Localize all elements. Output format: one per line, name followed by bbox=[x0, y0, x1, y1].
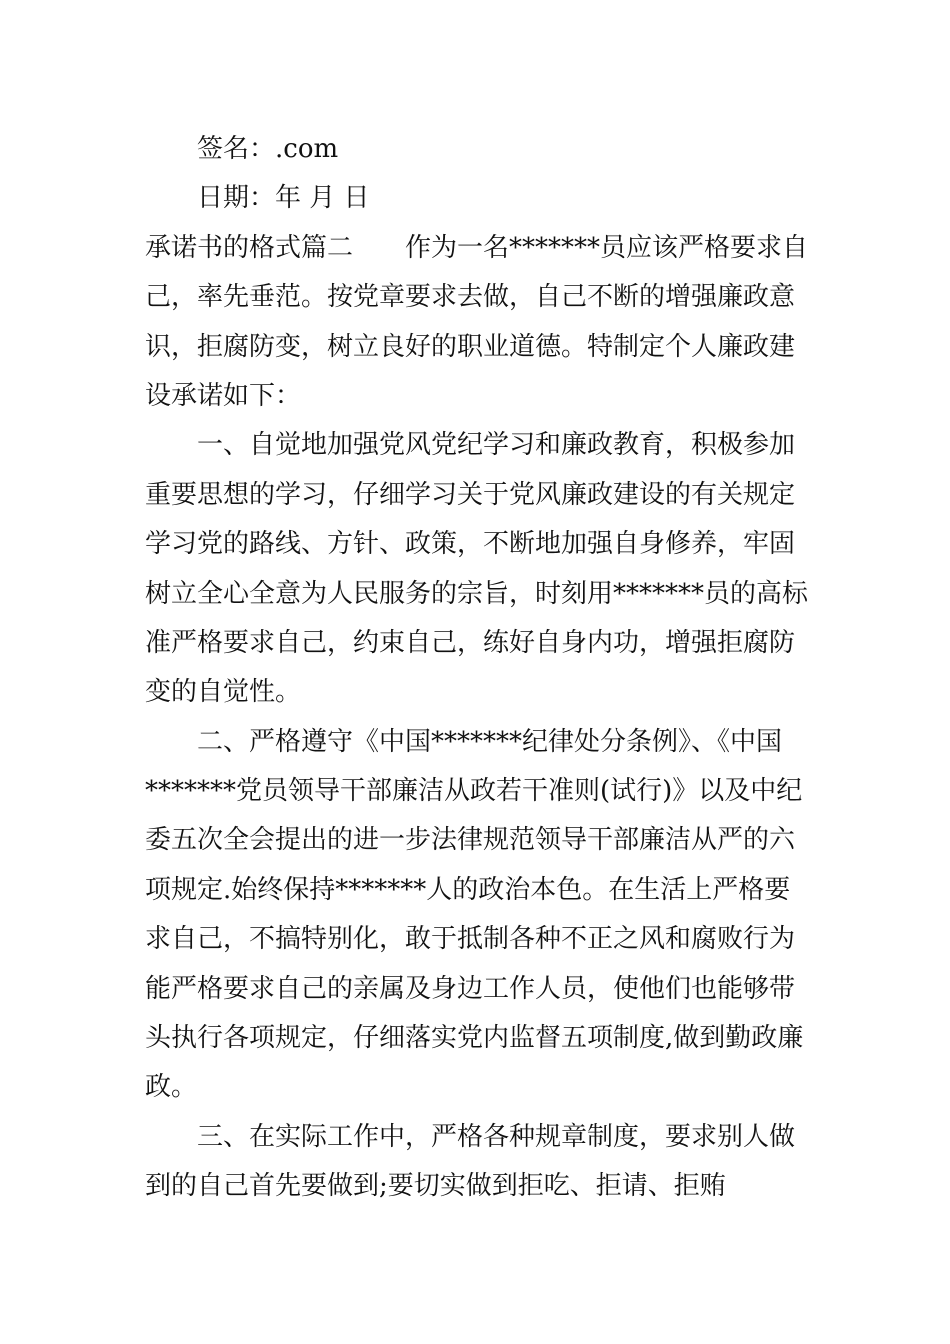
text-line: *******党员领导干部廉洁从政若干准则(试行)》以及中纪 bbox=[145, 776, 803, 807]
text-line: 设承诺如下： bbox=[145, 380, 302, 411]
date-line: 日期：年 月 日 bbox=[197, 183, 370, 214]
document-body bbox=[145, 125, 815, 1212]
text-line: 己，率先垂范。按党章要求去做，自己不断的增强廉政意 bbox=[145, 282, 796, 313]
text-line: 一、自觉地加强党风党纪学习和廉政教育，积极参加 bbox=[197, 430, 796, 461]
text-line: 头执行各项规定，仔细落实党内监督五项制度,做到勤政廉 bbox=[145, 1023, 804, 1054]
text-line: 求自己，不搞特别化，敢于抵制各种不正之风和腐败行为 bbox=[145, 924, 796, 955]
text-line: 树立全心全意为人民服务的宗旨，时刻用*******员的高标 bbox=[145, 578, 809, 609]
text-line: 到的自己首先要做到;要切实做到拒吃、拒请、拒贿 bbox=[145, 1171, 726, 1202]
text-line: 委五次全会提出的进一步法律规范领导干部廉洁从严的六 bbox=[145, 825, 796, 856]
text-line: 变的自觉性。 bbox=[145, 677, 302, 708]
signature-line: 签名：.com bbox=[197, 134, 339, 164]
text-line: 政。 bbox=[145, 1072, 198, 1103]
text-line: 二、严格遵守《中国*******纪律处分条例》、《中国 bbox=[197, 726, 783, 757]
text-line: 项规定.始终保持*******人的政治本色。在生活上严格要 bbox=[145, 874, 791, 905]
text-line: 重要思想的学习，仔细学习关于党风廉政建设的有关规定 bbox=[145, 479, 796, 510]
text-line: 三、在实际工作中，严格各种规章制度，要求别人做 bbox=[197, 1121, 796, 1152]
text-line: 准严格要求自己，约束自己，练好自身内功，增强拒腐防 bbox=[145, 627, 796, 658]
text-line: 承诺书的格式篇二 作为一名*******员应该严格要求自 bbox=[145, 232, 809, 263]
text-line: 识，拒腐防变，树立良好的职业道德。特制定个人廉政建 bbox=[145, 331, 796, 362]
text-line: 能严格要求自己的亲属及身边工作人员，使他们也能够带 bbox=[145, 973, 796, 1004]
text-line: 学习党的路线、方针、政策，不断地加强自身修养，牢固 bbox=[145, 529, 796, 560]
